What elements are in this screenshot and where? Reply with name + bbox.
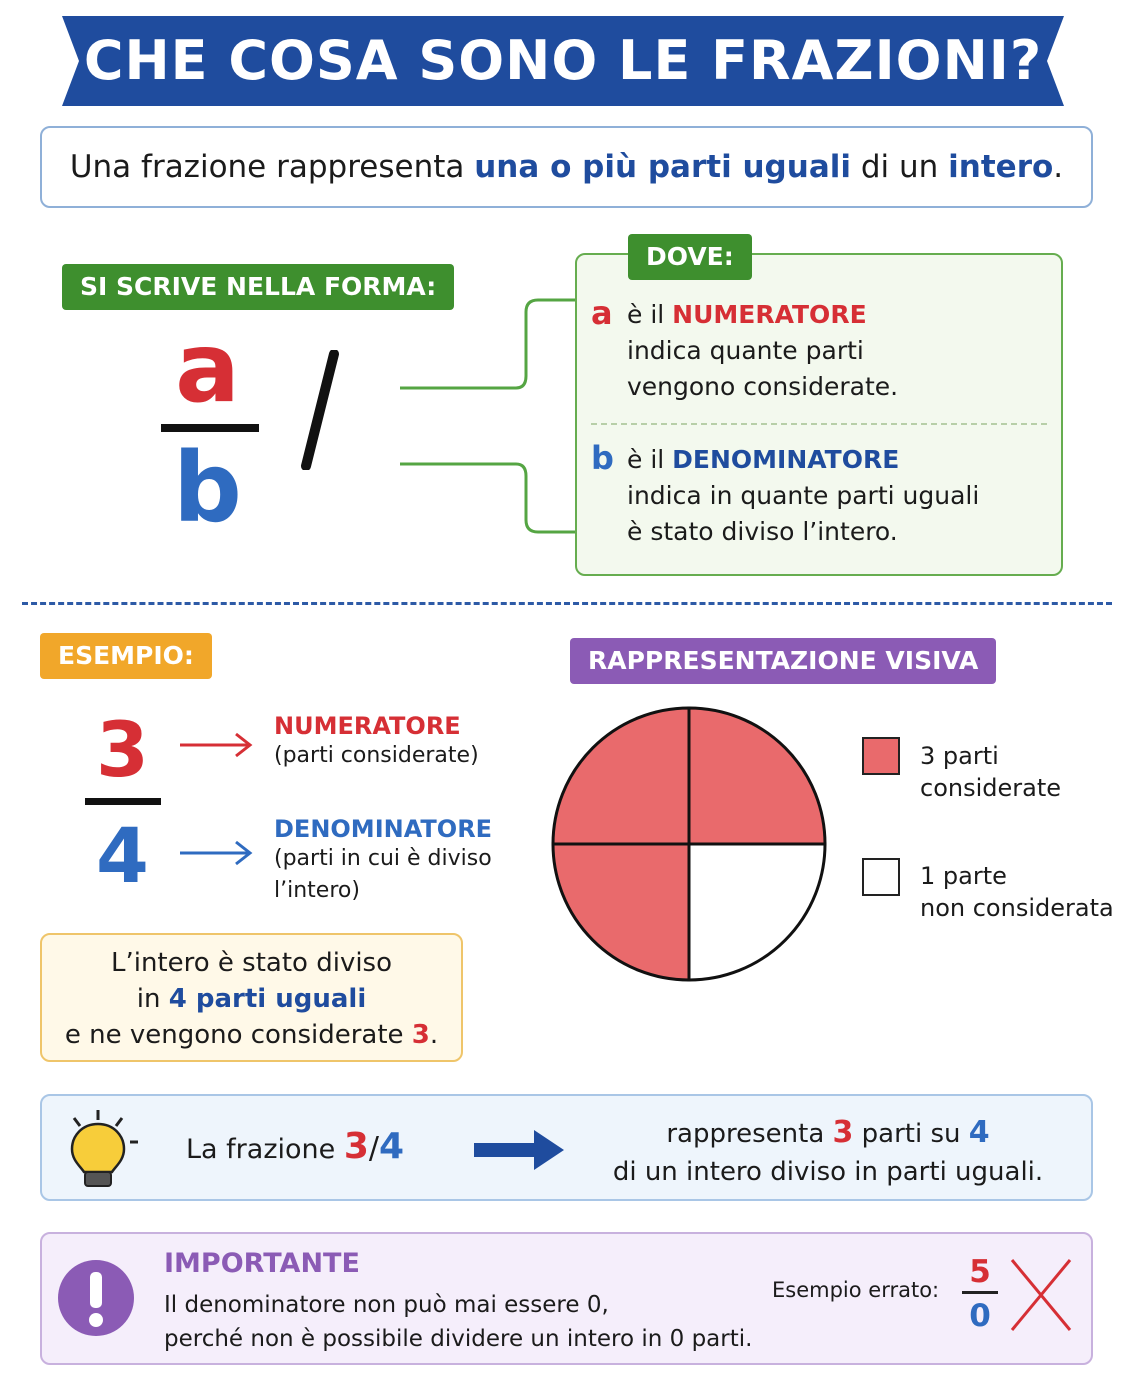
example-note xyxy=(40,933,463,1062)
note-line3-prefix: e ne vengono considerate xyxy=(64,1020,412,1050)
tip-fraction xyxy=(186,1126,404,1167)
visual-label: RAPPRESENTAZIONE VISIVA xyxy=(570,638,996,684)
tip-line2: di un intero diviso in parti uguali. xyxy=(612,1157,1044,1187)
section-separator xyxy=(22,602,1112,605)
right-arrow-icon xyxy=(472,1128,566,1172)
pie-slice-shaded xyxy=(689,708,825,844)
title-banner xyxy=(62,16,1064,106)
legend-shaded xyxy=(920,740,1061,804)
legend-shaded-line1: 3 parti xyxy=(920,742,999,770)
example-label: ESEMPIO: xyxy=(40,633,212,679)
numerator-desc-line2: vengono considerate. xyxy=(627,372,899,401)
definition-text xyxy=(70,149,1063,185)
lightbulb-icon xyxy=(66,1106,146,1192)
numerator-term: NUMERATORE xyxy=(672,300,867,329)
tip-line1-num: 3 xyxy=(832,1115,854,1150)
tip-slash: / xyxy=(368,1131,379,1166)
example-denominator-desc-line1: (parti in cui è diviso xyxy=(274,846,492,871)
definition-prefix: Una frazione rappresenta xyxy=(69,149,475,185)
legend-empty-swatch xyxy=(862,858,900,896)
note-line3-highlight: 3 xyxy=(411,1020,430,1050)
fraction-bar xyxy=(161,424,259,432)
example-numerator-desc: (parti considerate) xyxy=(274,743,479,768)
form-label: SI SCRIVE NELLA FORMA: xyxy=(62,264,454,310)
dove-label: DOVE: xyxy=(628,234,752,280)
note-line3 xyxy=(42,1017,461,1053)
legend-empty-line1: 1 parte xyxy=(920,862,1007,890)
pie-slice-shaded xyxy=(553,844,689,980)
note-line2-highlight: 4 parti uguali xyxy=(168,984,367,1014)
legend-shaded-swatch xyxy=(862,737,900,775)
important-title: IMPORTANTE xyxy=(164,1248,360,1279)
tip-line1-prefix: rappresenta xyxy=(666,1119,833,1149)
important-box xyxy=(40,1232,1093,1365)
legend-empty xyxy=(920,860,1114,924)
note-line2 xyxy=(42,981,461,1017)
note-line2-prefix: in xyxy=(136,984,169,1014)
cross-icon xyxy=(1008,1256,1074,1334)
example-numerator-term: NUMERATORE xyxy=(274,712,461,740)
numerator-explanation xyxy=(274,712,479,772)
connector-lines xyxy=(398,296,580,536)
definition-suffix: . xyxy=(1053,149,1064,185)
example-denominator-term: DENOMINATORE xyxy=(274,815,493,843)
denominator-definition xyxy=(591,439,980,550)
denominator-desc-line1: indica in quante parti uguali xyxy=(627,481,980,510)
denominator-prefix: è il xyxy=(627,445,673,474)
wrong-denominator: 0 xyxy=(969,1298,991,1334)
exclamation-icon xyxy=(56,1258,136,1338)
slash-symbol xyxy=(300,350,340,470)
definition-highlight-parts: una o più parti uguali xyxy=(474,149,851,185)
tip-box xyxy=(40,1094,1093,1201)
numerator-arrow-icon xyxy=(178,730,256,760)
note-line3-suffix: . xyxy=(429,1020,439,1050)
denominator-explanation xyxy=(274,815,492,907)
wrong-example-label: Esempio errato: xyxy=(772,1278,940,1302)
tip-line1-den: 4 xyxy=(968,1115,990,1150)
numerator-desc-line1: indica quante parti xyxy=(627,336,864,365)
important-text xyxy=(164,1288,752,1356)
definitions-panel xyxy=(575,253,1063,576)
note-line1: L’intero è stato diviso xyxy=(110,948,393,978)
tip-line1 xyxy=(582,1114,1074,1153)
example-denominator-desc-line2: l’intero) xyxy=(274,878,360,903)
numerator-prefix: è il xyxy=(627,300,673,329)
definition-highlight-whole: intero xyxy=(948,149,1054,185)
definitions-divider xyxy=(591,423,1047,425)
page-title: CHE COSA SONO LE FRAZIONI? xyxy=(83,29,1043,92)
example-fraction-bar xyxy=(85,798,161,805)
tip-numerator: 3 xyxy=(343,1126,369,1167)
tip-denominator: 4 xyxy=(379,1126,405,1167)
pie-slice-shaded xyxy=(553,708,689,844)
fraction-numerator-a: a xyxy=(175,312,240,424)
fraction-denominator-b: b xyxy=(173,432,242,544)
definition-box xyxy=(40,126,1093,208)
fraction-pie-chart xyxy=(550,705,828,983)
important-line1: Il denominatore non può mai essere 0, xyxy=(164,1292,609,1318)
example-denominator: 4 xyxy=(96,811,149,900)
definition-middle: di un xyxy=(851,149,949,185)
tip-explanation xyxy=(582,1114,1074,1191)
denominator-desc-line2: è stato diviso l’intero. xyxy=(627,517,898,546)
denominator-arrow-icon xyxy=(178,838,256,868)
numerator-letter: a xyxy=(591,294,613,332)
denominator-term: DENOMINATORE xyxy=(672,445,900,474)
pie-slice-empty xyxy=(689,844,825,980)
legend-empty-line2: non considerata xyxy=(920,894,1114,922)
denominator-letter: b xyxy=(591,439,614,477)
numerator-definition xyxy=(591,294,899,405)
example-numerator: 3 xyxy=(96,705,149,794)
wrong-numerator: 5 xyxy=(969,1254,991,1290)
wrong-fraction-bar xyxy=(962,1291,998,1294)
tip-lead: La frazione xyxy=(186,1134,344,1165)
legend-shaded-line2: considerate xyxy=(920,774,1062,802)
tip-line1-mid: parti su xyxy=(853,1119,969,1149)
important-line2: perché non è possibile dividere un intero in 0 parti. xyxy=(164,1326,753,1352)
